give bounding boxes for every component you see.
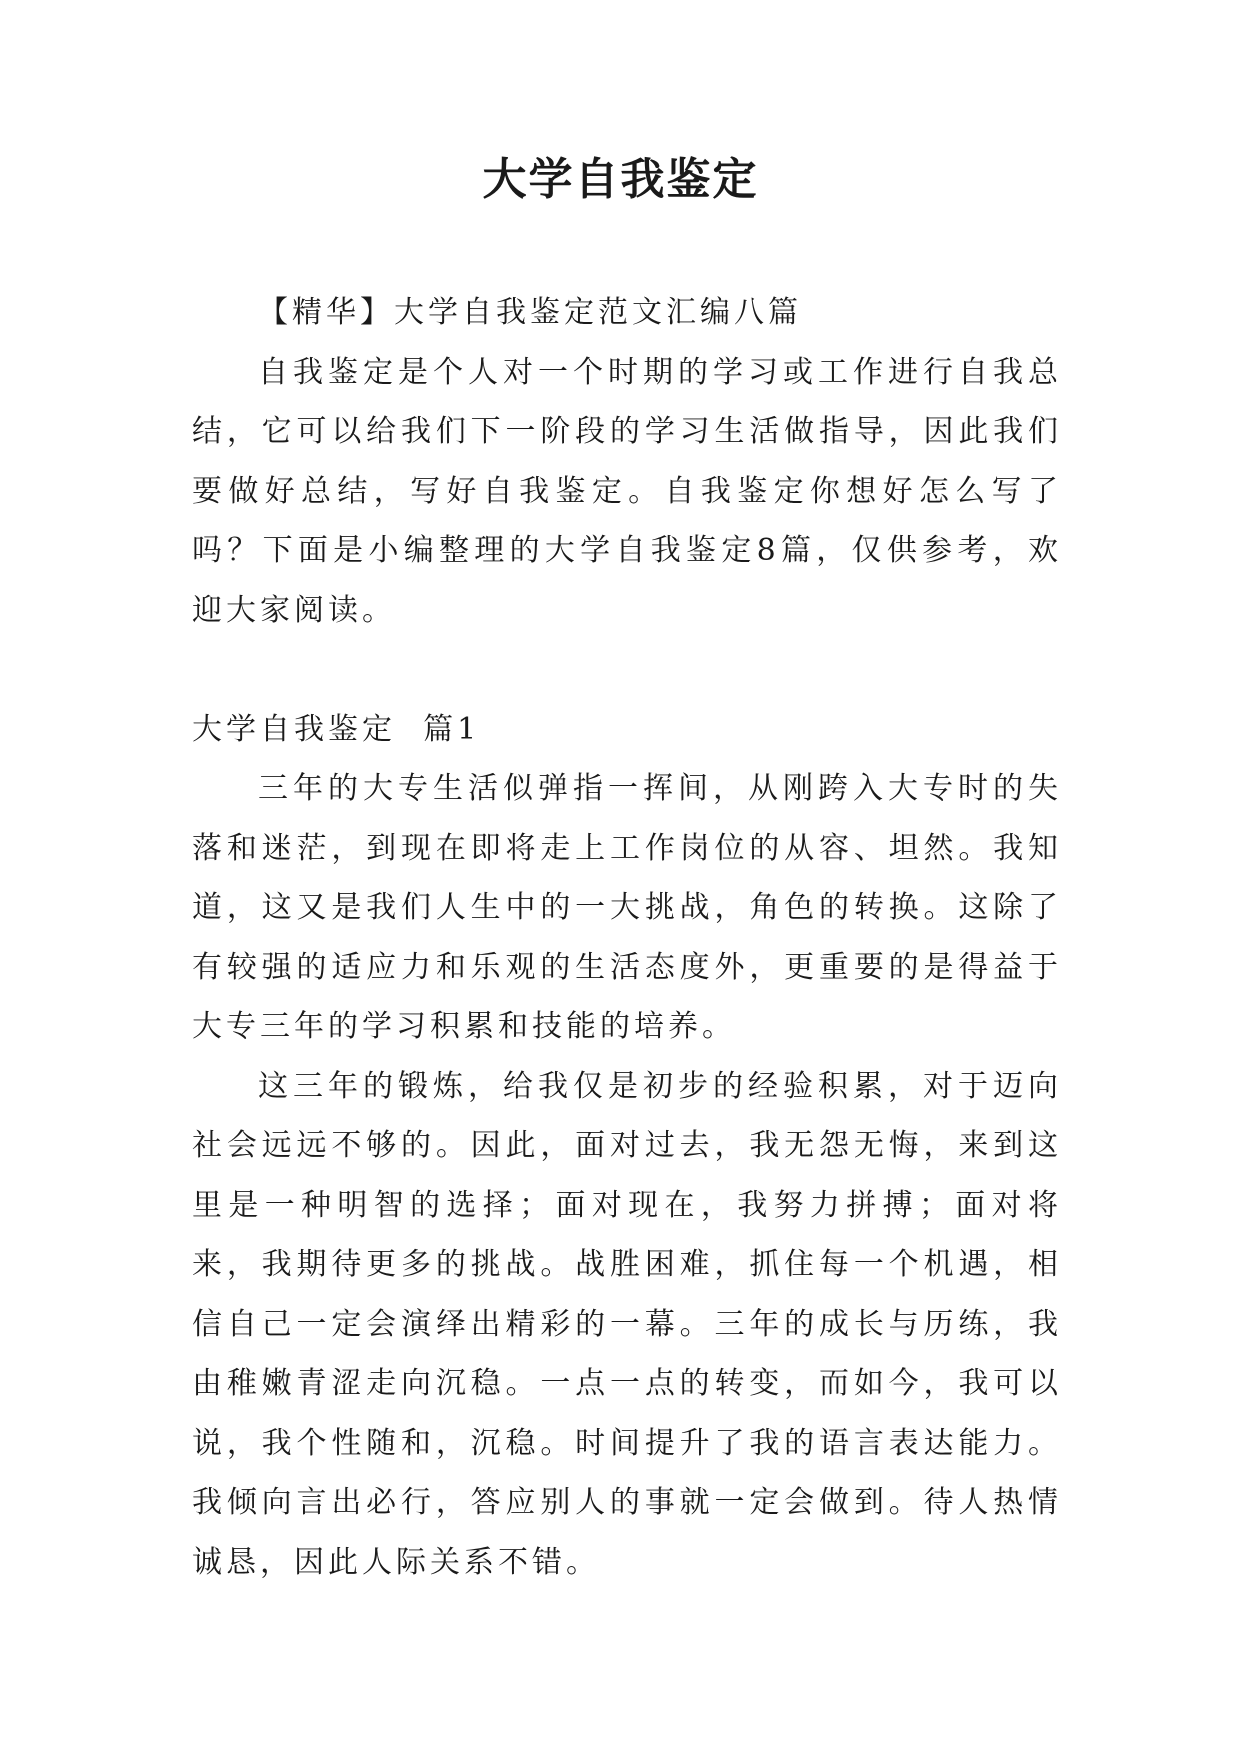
intro-paragraph: 自我鉴定是个人对一个时期的学习或工作进行自我总结，它可以给我们下一阶段的学习生活做指导，因此我们要做好总结，写好自我鉴定。自我鉴定你想好怎么写了吗？下面是小编整理的大学自我鉴定8篇，仅供参考，欢迎大家阅读。 [192,354,1062,628]
body-paragraph-2: 这三年的锻炼，给我仅是初步的经验积累，对于迈向社会远远不够的。因此，面对过去，我无怨无悔，来到这里是一种明智的选择；面对现在，我努力拼搏；面对将来，我期待更多的挑战。战胜困难，抓住每一个机遇，相信自己一定会演绎出精彩的一幕。三年的成长与历练，我由稚嫩青涩走向沉稳。一点一点的转变，而如今，我可以说，我个性随和，沉稳。时间提升了我的语言表达能力。我倾向言出必行，答应别人的事就一定会做到。待人热情诚恳，因此人际关系不错。 [192,1068,1062,1580]
document-body [192,283,1062,1592]
section-heading: 大学自我鉴定 篇1 [192,711,481,747]
document-title: 大学自我鉴定 [482,154,759,205]
section-spacer [192,640,1062,700]
body-paragraph-1: 三年的大专生活似弹指一挥间，从刚跨入大专时的失落和迷茫，到现在即将走上工作岗位的从容、坦然。我知道，这又是我们人生中的一大挑战，角色的转换。这除了有较强的适应力和乐观的生活态度外，更重要的是得益于大专三年的学习积累和技能的培养。 [192,771,1062,1044]
document-subtitle: 【精华】大学自我鉴定范文汇编八篇 [258,295,802,330]
